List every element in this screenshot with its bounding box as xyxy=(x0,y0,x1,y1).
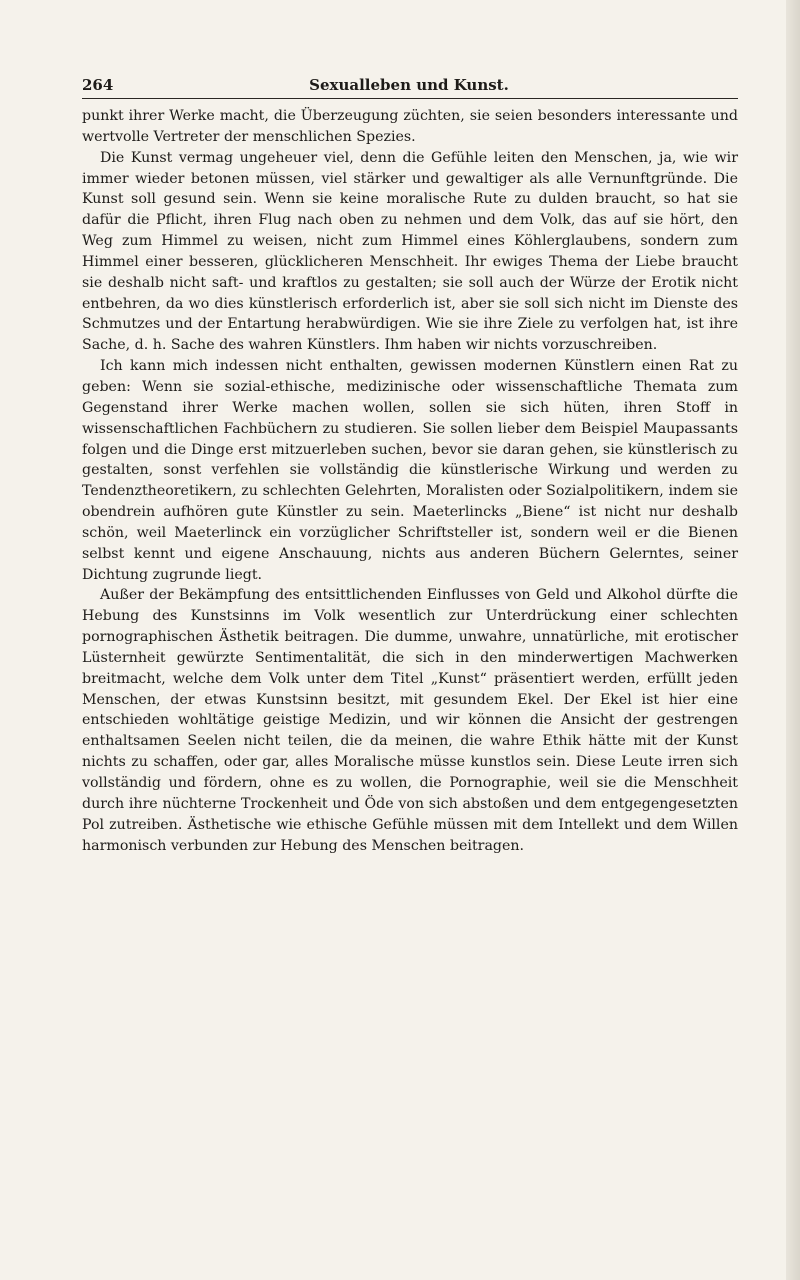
page-header xyxy=(82,76,736,100)
running-title: Sexualleben und Kunst. xyxy=(309,76,509,94)
paragraph: Außer der Bekämpfung des entsittlichenden Einflusses von Geld und Alkohol dürfte die Hebung des Kunstsinns im Volk wesentlich zur Unterdrückung einer schlechten pornographischen Ästhetik beitragen. Die dumme, unwahre, unnatürliche, mit erotischer Lüsternheit gewürzte Sentimentalität, die sich in den minderwertigen Machwerken breitmacht, welche dem Volk unter dem Titel „Kunst“ präsentiert werden, erfüllt jeden Menschen, der etwas Kunstsinn besitzt, mit gesundem Ekel. Der Ekel ist hier eine entschieden wohltätige geistige Medizin, und wir können die Ansicht der gestrengen enthaltsamen Seelen nicht teilen, die da meinen, die wahre Ethik hätte mit der Kunst nichts zu schaffen, oder gar, alles Moralische müsse kunstlos sein. Diese Leute irren sich vollständig und fördern, ohne es zu wollen, die Pornographie, weil sie die Menschheit durch ihre nüchterne Trockenheit und Öde von sich abstoßen und dem entgegengesetzten Pol zutreiben. Ästhetische wie ethische Gefühle müssen mit dem Intellekt und dem Willen harmonisch verbunden zur Hebung des Menschen beitragen. xyxy=(82,587,738,854)
paragraph-continuation: punkt ihrer Werke macht, die Überzeugung züchten, sie seien besonders interessante und wertvolle Vertreter der menschlichen Spezies. xyxy=(82,108,738,145)
page-number: 264 xyxy=(82,76,114,94)
page-edge xyxy=(786,0,800,1280)
header-rule xyxy=(82,98,738,99)
body-text xyxy=(82,106,738,856)
paragraph: Die Kunst vermag ungeheuer viel, denn die Gefühle leiten den Menschen, ja, wie wir immer wieder betonen müssen, viel stärker und gewaltiger als alle Vernunftgründe. Die Kunst soll gesund sein. Wenn sie keine moralische Rute zu dulden braucht, so hat sie dafür die Pflicht, ihren Flug nach oben zu nehmen und dem Volk, das auf sie hört, den Weg zum Himmel zu weisen, nicht zum Himmel eines Köhlerglaubens, sondern zum Himmel einer besseren, glücklicheren Menschheit. Ihr ewiges Thema der Liebe braucht sie deshalb nicht saft- und kraftlos zu gestalten; sie soll auch der Würze der Erotik nicht entbehren, da wo dies künstlerisch erforderlich ist, aber sie soll sich nicht im Dienste des Schmutzes und der Entartung herabwürdigen. Wie sie ihre Ziele zu verfolgen hat, ist ihre Sache, d. h. Sache des wahren Künstlers. Ihm haben wir nichts vorzuschreiben. xyxy=(82,149,738,354)
paragraph: Ich kann mich indessen nicht enthalten, gewissen modernen Künstlern einen Rat zu geben: Wenn sie sozial-ethische, medizinische oder wissenschaftliche Themata zum Gegenstand ihrer Werke machen wollen, sollen sie sich hüten, ihren Stoff in wissenschaftlichen Fachbüchern zu studieren. Sie sollen lieber dem Beispiel Maupassants folgen und die Dinge erst mitzuerleben suchen, bevor sie daran gehen, sie künstlerisch zu gestalten, sonst verfehlen sie vollständig die künstlerische Wirkung und werden zu Tendenztheoretikern, zu schlechten Gelehrten, Moralisten oder Sozialpolitikern, indem sie obendrein aufhören gute Künstler zu sein. Maeterlincks „Biene“ ist nicht nur deshalb schön, weil Maeterlinck ein vorzüglicher Schriftsteller ist, sondern weil er die Bienen selbst kennt und eigene Anschauung, nichts aus anderen Büchern Gelerntes, seiner Dichtung zugrunde liegt. xyxy=(82,358,738,583)
